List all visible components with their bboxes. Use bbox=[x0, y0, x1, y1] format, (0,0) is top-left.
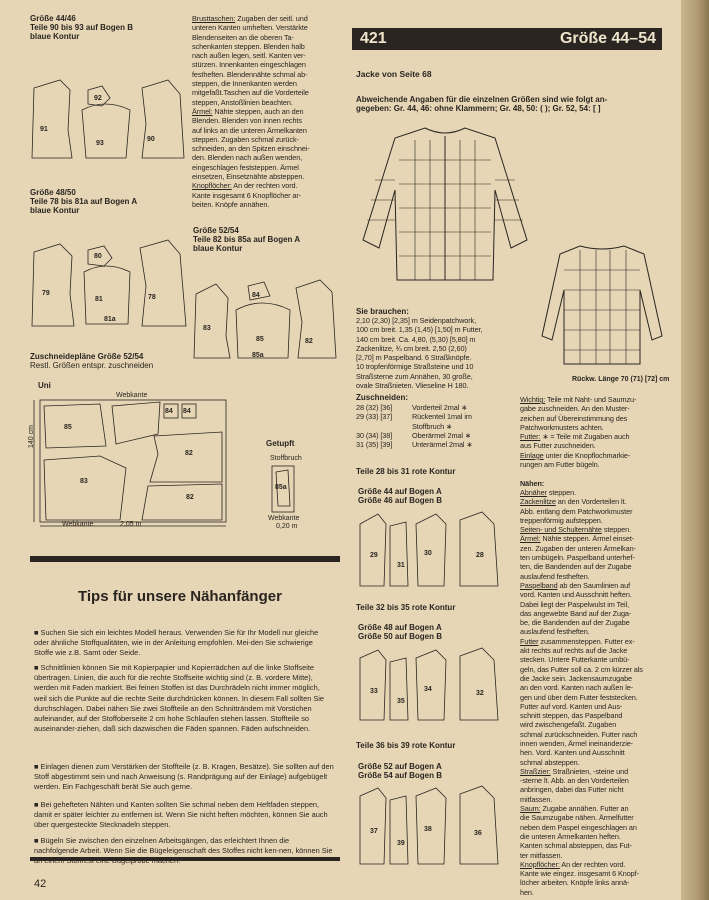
section-divider-top bbox=[30, 556, 340, 562]
text-line: Dabei liegt der Paspelwulst im Teil, bbox=[520, 599, 630, 609]
uni-label: Uni bbox=[38, 381, 51, 390]
size-48-contour: blaue Kontur bbox=[30, 206, 80, 215]
material-line: [2,70] m Paspelband. 6 Straßknöpfe. bbox=[356, 353, 472, 363]
tip-paragraph-4: ■ Bei gehefteten Nähten und Kanten sollten Sie schmal neben dem Heftfaden steppen, damit er später leichter zu entfernen ist. Wenn Sie nicht heften möchten, können Sie auch über quergesteckte Stecknadeln steppen. bbox=[34, 800, 328, 830]
size-44-parts: Teile 90 bis 93 auf Bogen B bbox=[30, 23, 133, 32]
piece-37: 37 bbox=[370, 828, 378, 835]
piece-32: 32 bbox=[476, 690, 484, 697]
piece-numbers: 31 (35) [39] bbox=[356, 440, 393, 450]
sewing-instructions-continued bbox=[192, 14, 342, 209]
run-in-heading: Paspelband bbox=[520, 580, 558, 590]
text-line: unteren Kanten umheften. Verstärkte bbox=[192, 23, 308, 33]
uni-piece-83: 83 bbox=[80, 478, 88, 485]
text-line: geln, das Futter soll ca. 2 cm kürzer als bbox=[520, 664, 643, 674]
text-line: Futter: ∗ = Teile mit Zugaben auch bbox=[520, 432, 630, 442]
piece-33: 33 bbox=[370, 688, 378, 695]
piece-30: 30 bbox=[424, 550, 432, 557]
contour-1-size-a: Größe 44 auf Bogen A bbox=[358, 487, 442, 496]
text-line: eingeschlagen feststeppen. Ärmel bbox=[192, 162, 299, 172]
getupft-piece-85a: 85a bbox=[275, 484, 287, 491]
text-line: das angewebte Band auf der Zuga- bbox=[520, 608, 632, 618]
piece-35: 35 bbox=[397, 698, 405, 705]
pattern-diagram-44 bbox=[30, 70, 190, 165]
run-in-heading: Brusttaschen: bbox=[192, 14, 236, 23]
getupft-width: 0,20 m bbox=[276, 523, 298, 530]
text-line: Kanten schmal absteppen, das Fut- bbox=[520, 841, 632, 851]
piece-numbers: 29 (33) [37] bbox=[356, 412, 393, 422]
text-line: neben dem Paspel eingeschlagen an bbox=[520, 822, 637, 832]
size-note-2: gegeben: Gr. 44, 46: ohne Klammern; Gr. 48, 50: ( ); Gr. 52, 54: [ ] bbox=[356, 104, 601, 113]
piece-91: 91 bbox=[40, 126, 48, 133]
text-line: Ärmel: Nähte steppen, auch an den bbox=[192, 106, 304, 116]
piece-80: 80 bbox=[94, 253, 102, 260]
text-line: Kante wie eingez. insgesamt 6 Knopf- bbox=[520, 869, 639, 879]
text-line: ter mitfassen. bbox=[520, 850, 563, 860]
contour-3-size-b: Größe 54 auf Bogen B bbox=[358, 771, 443, 780]
run-in-heading: Straßzier: bbox=[520, 766, 551, 776]
text-line: ten umbügeln. Paspelband unterhef- bbox=[520, 553, 635, 563]
jacket-title: Jacke von Seite 68 bbox=[356, 69, 432, 79]
piece-83: 83 bbox=[203, 325, 211, 332]
uni-webkante-bottom: Webkante bbox=[62, 521, 94, 528]
piece-numbers: 30 (34) [38] bbox=[356, 430, 393, 440]
text-line: beiten. Knöpfe annähen. bbox=[192, 199, 270, 209]
piece-79: 79 bbox=[42, 290, 50, 297]
page-number: 42 bbox=[34, 878, 47, 890]
size-note-1: Abweichende Angaben für die einzelnen Größen sind wie folgt an- bbox=[356, 95, 608, 104]
uni-piece-85: 85 bbox=[64, 424, 72, 431]
cutting-title: Zuschneiden: bbox=[356, 393, 409, 402]
piece-93: 93 bbox=[96, 140, 104, 147]
text-line: Futter zusammensteppen. Futter ex- bbox=[520, 636, 635, 646]
text-line bbox=[520, 479, 670, 488]
text-line: aus Futter zuschneiden. bbox=[520, 441, 596, 451]
pattern-diagram-32-35 bbox=[356, 646, 506, 724]
contour-3-title: Teile 36 bis 39 rote Kontur bbox=[356, 741, 456, 750]
text-line: treppenförmig aufsteppen. bbox=[520, 515, 603, 525]
material-line: 10 tropfenförmige Straßsteine und 10 bbox=[356, 362, 474, 372]
text-line: ten, die Bandenden auf der Zugabe bbox=[520, 562, 632, 572]
pattern-diagram-52 bbox=[192, 262, 340, 362]
run-in-heading: Saum: bbox=[520, 804, 541, 814]
text-line: stürzen. Innenkanten eingeschlagen bbox=[192, 60, 306, 70]
material-line: Zackenlitze, ¾ cm breit. 2,50 (2,60) bbox=[356, 343, 467, 353]
text-line: schenkanten steppen. Blenden halb bbox=[192, 41, 305, 51]
text-line: Brusttaschen: Zugaben der seitl. und bbox=[192, 14, 308, 23]
text-line: gen und über dem Futter feststecken. bbox=[520, 692, 638, 702]
text-line: Abnäher steppen. bbox=[520, 487, 577, 497]
text-line: rungen am Futter bügeln. bbox=[520, 460, 600, 470]
uni-webkante-top: Webkante bbox=[116, 392, 148, 399]
run-in-heading: Knopflöcher: bbox=[192, 181, 232, 191]
piece-36: 36 bbox=[474, 830, 482, 837]
piece-85a: 85a bbox=[252, 352, 264, 359]
size-52-parts: Teile 82 bis 85a auf Bogen A bbox=[193, 235, 301, 244]
jacket-back-illustration bbox=[540, 240, 665, 370]
text-line: die Jacke sein. Jackensaumzugabe bbox=[520, 673, 632, 683]
contour-2-title: Teile 32 bis 35 rote Kontur bbox=[356, 603, 456, 612]
model-number: 421 bbox=[360, 30, 387, 47]
text-line: Knopflöcher: An der rechten vord. bbox=[520, 859, 626, 869]
getupft-label: Getupft bbox=[266, 439, 295, 448]
cutting-row bbox=[356, 403, 516, 412]
text-line: auslaufend festheften. bbox=[520, 571, 590, 581]
piece-92: 92 bbox=[94, 95, 102, 102]
text-line: nach außen legen, seitl. Kanten ver- bbox=[192, 51, 306, 61]
text-line: vord. Kanten und Ausschnitt heften. bbox=[520, 590, 632, 600]
text-line: Saum: Zugabe annähen. Futter an bbox=[520, 804, 629, 814]
cutting-row bbox=[356, 431, 516, 440]
uni-piece-84b: 84 bbox=[183, 408, 191, 415]
piece-38: 38 bbox=[424, 826, 432, 833]
text-line: die Saumzugabe nähen. Ärmelfutter bbox=[520, 813, 634, 823]
text-line: hen. bbox=[520, 887, 534, 897]
text-line: Paspelband ab den Saumlinien auf bbox=[520, 580, 630, 590]
text-line: Kante insgesamt 6 Knopflöcher ar- bbox=[192, 190, 302, 200]
getupft-stoffbruch: Stoffbruch bbox=[270, 455, 302, 462]
text-line: stecken. Untere Futterkante umbü- bbox=[520, 655, 630, 665]
section-heading: Nähen: bbox=[520, 478, 545, 488]
text-line: mitfassen. bbox=[520, 794, 553, 804]
material-line: 2,10 (2,30) [2,35] m Seidenpatchwork, bbox=[356, 316, 477, 325]
contour-3-size-a: Größe 52 auf Bogen A bbox=[358, 762, 442, 771]
piece-description: Vorderteil 2mal ∗ bbox=[412, 403, 468, 412]
text-line: an den vord. Kanten nach außen le- bbox=[520, 683, 634, 693]
contour-1-title: Teile 28 bis 31 rote Kontur bbox=[356, 467, 456, 476]
tip-paragraph-5: ■ Bügeln Sie zwischen den einzelnen Arbeitsgängen, das erleichtert Ihnen die nachfolgende Arbeit. Wenn Sie die Bügeleigenschaft des Stoffes nicht ken-nen, können Sie an einem Stoffrest eine Bügelprobe machen. bbox=[34, 836, 333, 866]
run-in-heading: Knopflöcher: bbox=[520, 859, 560, 869]
text-line: den. Blenden nach außen wenden, bbox=[192, 153, 303, 163]
text-line: Blendenseiten an die oberen Ta- bbox=[192, 32, 294, 42]
run-in-heading: Ärmel: bbox=[520, 534, 541, 544]
contour-1-size-b: Größe 46 auf Bogen B bbox=[358, 496, 443, 505]
sewing-instructions bbox=[520, 395, 670, 897]
piece-84: 84 bbox=[252, 292, 260, 299]
run-in-heading: Futter bbox=[520, 636, 539, 646]
text-line: festheften. Blendennähte schmal ab- bbox=[192, 69, 308, 79]
piece-82: 82 bbox=[305, 338, 313, 345]
text-line: Blenden. Blenden von innen rechts bbox=[192, 116, 302, 126]
cutting-row bbox=[356, 440, 516, 449]
size-44-contour: blaue Kontur bbox=[30, 32, 80, 41]
text-line: Patchworkmusters achten. bbox=[520, 422, 604, 432]
text-line: akt rechts auf rechts auf die Jacke bbox=[520, 646, 628, 656]
page-binding bbox=[681, 0, 709, 900]
run-in-heading: Futter: bbox=[520, 432, 541, 442]
piece-numbers: 28 (32) [36] bbox=[356, 403, 393, 412]
uni-piece-82a: 82 bbox=[185, 450, 193, 457]
uni-piece-84a: 84 bbox=[165, 408, 173, 415]
uni-height-label: 140 cm bbox=[28, 425, 35, 448]
piece-81: 81 bbox=[95, 296, 103, 303]
run-in-heading: Ärmel: bbox=[192, 106, 213, 116]
text-line: Abb. entlang dem Patchworkmuster bbox=[520, 506, 633, 516]
text-line: innen wenden, Ärmel ineinanderzie- bbox=[520, 738, 634, 748]
size-range: Größe 44–54 bbox=[559, 30, 656, 47]
text-line: Einlage unter die Knopflochmarkie- bbox=[520, 450, 631, 460]
getupft-webkante: Webkante bbox=[268, 515, 300, 522]
piece-29: 29 bbox=[370, 552, 378, 559]
tip-paragraph-2: ■ Schnittlinien können Sie mit Kopierpapier und Kopierrädchen auf die linke Stoffseite übertragen. Linien, die auch für die rechte Stoffseite wichtig sind (z. B. vordere Mitte), werden mit Faden markiert. Bei feinen Stoffen ist das Durchrädeln nicht immer möglich, weil sich die Punkte auf die rechte Seite durchdrücken können. In diesem Fall sollten Sie durchschlagen. Dabei nähen Sie zwei Stoffteile an den Schnitträndern mit Vorstichen aufeinander, auf der Stoffoberseite 2 cm hohe Schlaufen stehen lassen. Stoffteile so auseinander-ziehen, daß sich dazwischen die Fäden spannen. Fäden aufschneiden. bbox=[34, 663, 325, 734]
text-line bbox=[520, 469, 670, 478]
piece-90: 90 bbox=[147, 136, 155, 143]
text-line: schneiden, an den Spitzen einschnei- bbox=[192, 144, 310, 154]
text-line: schnitt steppen, das Paspelband bbox=[520, 711, 623, 721]
contour-2-size-a: Größe 48 auf Bogen A bbox=[358, 623, 442, 632]
uni-width-label: 2,05 m bbox=[120, 521, 142, 528]
text-line: schmal zurückschneiden. Futter nach bbox=[520, 729, 638, 739]
back-length: Rückw. Länge 70 (71) [72] cm bbox=[572, 376, 670, 383]
tip-paragraph-1: ■ Suchen Sie sich ein leichtes Modell heraus. Verwenden Sie für Ihr Modell nur gleiche oder ähnliche Stoffqualitäten, wie in der Anleitung empfohlen. Mei-den Sie schwierige Stoffe wie z.B. Samt oder Seide. bbox=[34, 628, 319, 658]
uni-cutting-plan bbox=[30, 396, 235, 531]
size-48-parts: Teile 78 bis 81a auf Bogen A bbox=[30, 197, 138, 206]
text-line: zeichen auf Übereinstimmung des bbox=[520, 413, 628, 423]
text-line: auslaufend festheften. bbox=[520, 627, 590, 637]
piece-description: Unterärmel 2mal ∗ bbox=[412, 440, 473, 450]
text-line: Zackenlitze an den Vorderteilen lt. bbox=[520, 497, 627, 507]
material-line: Straßsterne zum Annähen, 30 große, bbox=[356, 371, 473, 381]
text-line: auf links an die unteren Ärmelkanten bbox=[192, 125, 307, 135]
piece-81a: 81a bbox=[104, 316, 116, 323]
tip-paragraph-3: ■ Einlagen dienen zum Verstärken der Stoffteile (z. B. Kragen, Besätze). Sie sollten auf den Stoff abgestimmt sein und nach Anweisung (s. Randprägung auf der Einlage) aufgebügelt werden. Ein Fachgeschäft berät Sie auch gerne. bbox=[34, 762, 334, 792]
text-line: Wichtig: Teile mit Naht- und Saumzu- bbox=[520, 395, 637, 404]
text-line: schmal absteppen. bbox=[520, 757, 580, 767]
text-line: löcher arbeiten. Knöpfe links annä- bbox=[520, 878, 630, 888]
text-line: mitgefaßt.Taschen auf die Vorderteile bbox=[192, 88, 309, 98]
material-line: ovale Straßnieten. Vlieseline H 180. bbox=[356, 381, 469, 391]
text-line: Seiten- und Schulternähte steppen. bbox=[520, 525, 632, 535]
uni-piece-82b: 82 bbox=[186, 494, 194, 501]
piece-description: Rückenteil 1mal im bbox=[412, 412, 472, 422]
model-header-bar bbox=[352, 28, 662, 50]
run-in-heading: Abnäher bbox=[520, 487, 547, 497]
text-line: Futter auf vord. Kanten und Aus- bbox=[520, 701, 623, 711]
cutting-row bbox=[356, 412, 516, 421]
text-line: anbringen, dabei das Futter nicht bbox=[520, 785, 624, 795]
piece-description: Stoffbruch ∗ bbox=[412, 421, 453, 431]
text-line: die unteren Ärmelkanten heften. bbox=[520, 831, 621, 841]
text-line: Ärmel: Nähte steppen. Ärmel einset- bbox=[520, 534, 635, 544]
cutting-list bbox=[356, 403, 516, 449]
cutting-row bbox=[356, 422, 516, 431]
tips-title: Tips für unsere Nähanfänger bbox=[78, 588, 282, 605]
size-44-title: Größe 44/46 bbox=[30, 14, 76, 23]
run-in-heading: Einlage bbox=[520, 450, 544, 460]
text-line: steppen, Anstoßlinien beachten. bbox=[192, 97, 293, 107]
cutting-plans-sub: Restl. Größen entspr. zuschneiden bbox=[30, 361, 154, 370]
text-line: hen. Vord. Kanten und Ausschnitt bbox=[520, 748, 625, 758]
text-line: gabe zuschneiden. An den Muster- bbox=[520, 404, 630, 414]
text-line: wird zwischengefaßt. Zugaben bbox=[520, 720, 617, 730]
piece-31: 31 bbox=[397, 562, 405, 569]
contour-2-size-b: Größe 50 auf Bogen B bbox=[358, 632, 443, 641]
piece-85: 85 bbox=[256, 336, 264, 343]
piece-28: 28 bbox=[476, 552, 484, 559]
jacket-front-illustration bbox=[355, 120, 535, 290]
materials-title: Sie brauchen: bbox=[356, 307, 409, 316]
size-52-title: Größe 52/54 bbox=[193, 226, 239, 235]
materials-list bbox=[356, 316, 506, 390]
piece-description: Oberärmel 2mal ∗ bbox=[412, 430, 471, 440]
text-line: einsetzen, Einsetznähte absteppen. bbox=[192, 172, 305, 182]
text-line: Straßzier: Straßnieten, -steine und bbox=[520, 766, 629, 776]
run-in-heading: Zackenlitze bbox=[520, 497, 556, 507]
run-in-heading: Wichtig: bbox=[520, 395, 546, 404]
run-in-heading: Seiten- und Schulternähte bbox=[520, 525, 602, 535]
size-48-title: Größe 48/50 bbox=[30, 188, 76, 197]
piece-34: 34 bbox=[424, 686, 432, 693]
material-line: 100 cm breit. 1,35 (1,45) [1,50] m Futter, bbox=[356, 325, 483, 335]
text-line: steppen. Zugaben schmal zurück- bbox=[192, 134, 299, 144]
piece-39: 39 bbox=[397, 840, 405, 847]
text-line: be, die Bandenden auf der Zugabe bbox=[520, 618, 630, 628]
size-52-contour: blaue Kontur bbox=[193, 244, 243, 253]
material-line: 140 cm breit. Ca. 4,80, (5,30) [5,80] m bbox=[356, 334, 476, 344]
text-line: steppen, die Innenkanten werden bbox=[192, 79, 297, 89]
cutting-plans-title: Zuschneidepläne Größe 52/54 bbox=[30, 352, 144, 361]
piece-78: 78 bbox=[148, 294, 156, 301]
text-line: -sterne lt. Abb. an den Vorderteilen bbox=[520, 776, 629, 786]
text-line: Knopflöcher: An der rechten vord. bbox=[192, 181, 298, 191]
text-line: zen. Zugaben der unteren Ärmelkan- bbox=[520, 543, 636, 553]
